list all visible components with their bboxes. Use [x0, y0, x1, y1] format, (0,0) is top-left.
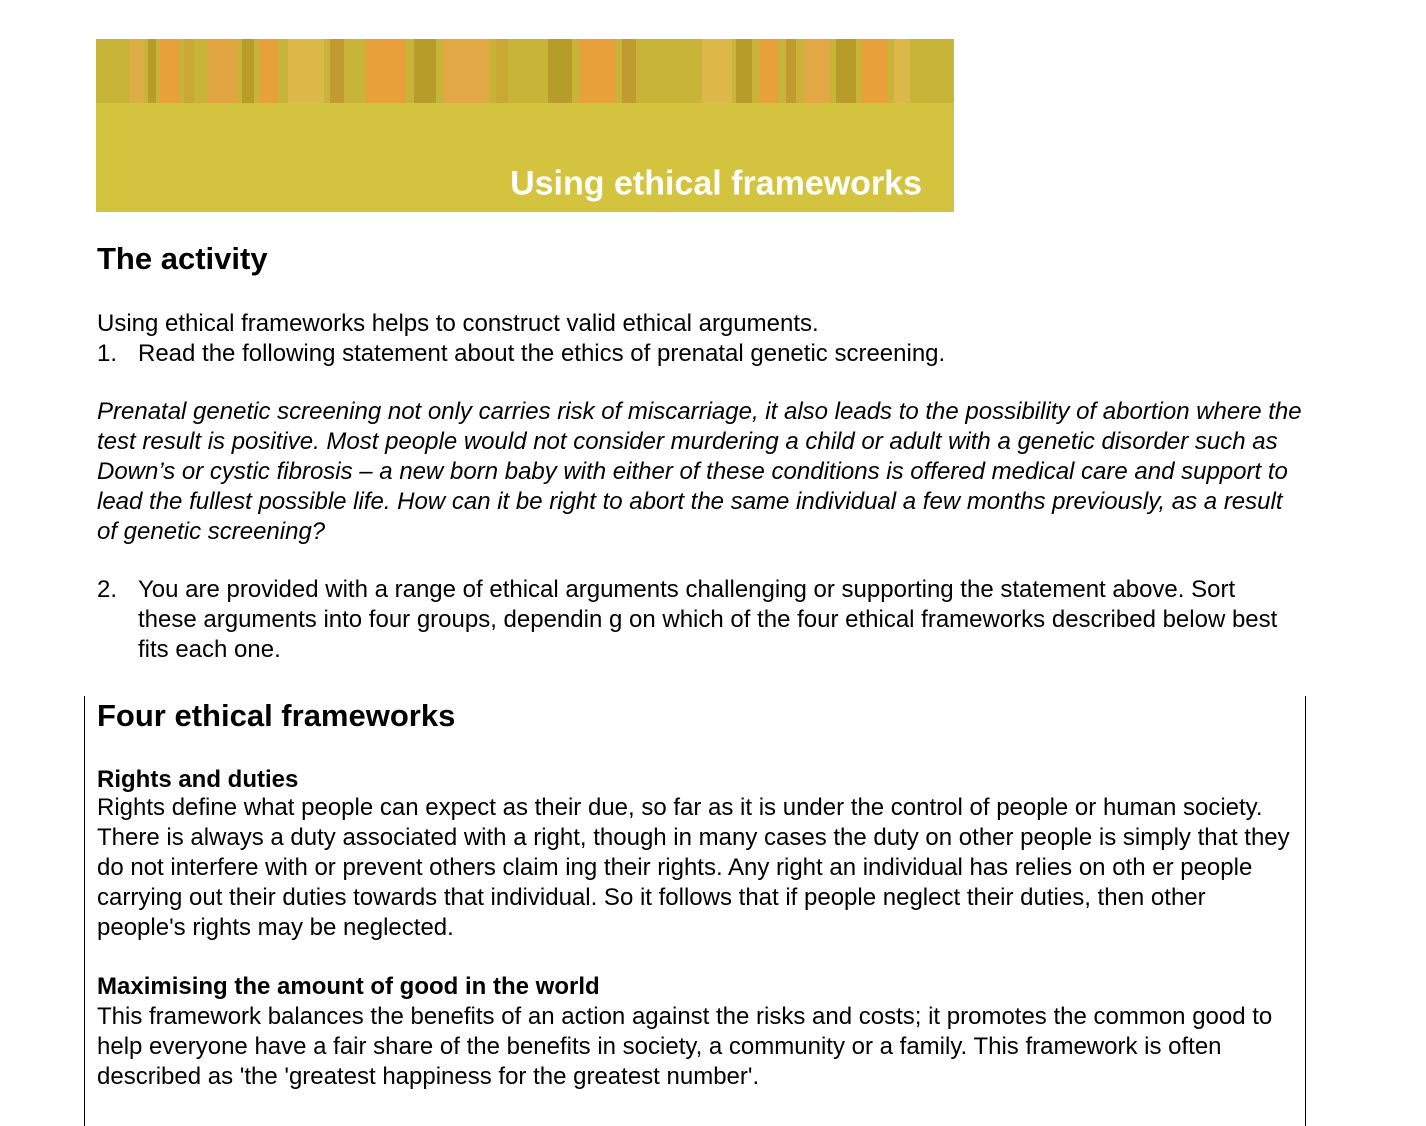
maximising-good-title: Maximising the amount of good in the world — [97, 973, 600, 1000]
step-2 — [97, 575, 1287, 665]
ethics-statement: Prenatal genetic screening not only carries risk of miscarriage, it also leads to the possibility of abortion where the test result is positive. Most people would not consider murdering a child or adult with a genetic disorder such as Down’s or cystic fibrosis – a new born baby with either of these conditions is offered medical care and support to lead the fullest possible life. How can it be right to abort the same individual a few months previously, as a result of genetic screening? — [97, 398, 1302, 545]
rights-duties-title: Rights and duties — [97, 766, 299, 793]
decorative-stripes — [96, 39, 954, 103]
step-2-number: 2. — [97, 576, 118, 603]
step-1-number: 1. — [97, 340, 118, 367]
header-banner — [96, 39, 954, 212]
frameworks-heading: Four ethical frameworks — [97, 698, 456, 733]
rights-duties-body: Rights define what people can expect as their due, so far as it is under the control of people or human society. There is always a duty associated with a right, though in many cases the duty on other people is simply that they do not interfere with or prevent others claim ing their rights. Any right an individual has relies on oth er people carrying out their duties towards that individual. So it follows that if people neglect their duties, then other people's rights may be neglected. — [97, 794, 1290, 941]
maximising-good-body: This framework balances the benefits of an action against the risks and costs; it promotes the common good to help everyone have a fair share of the benefits in society, a community or a family. This framework is often described as 'the 'greatest happiness for the greatest number'. — [97, 1003, 1273, 1090]
activity-intro: Using ethical frameworks helps to construct valid ethical arguments. — [97, 310, 819, 337]
step-1-text: Read the following statement about the ethics of prenatal genetic screening. — [138, 340, 946, 367]
step-2-text: You are provided with a range of ethical arguments challenging or supporting the statement above. Sort these arguments into four groups, dependin g on which of the four ethical frameworks described below best fits each one. — [138, 576, 1278, 663]
step-1 — [97, 339, 1297, 369]
activity-heading: The activity — [97, 241, 268, 276]
banner-title: Using ethical frameworks — [510, 164, 922, 203]
